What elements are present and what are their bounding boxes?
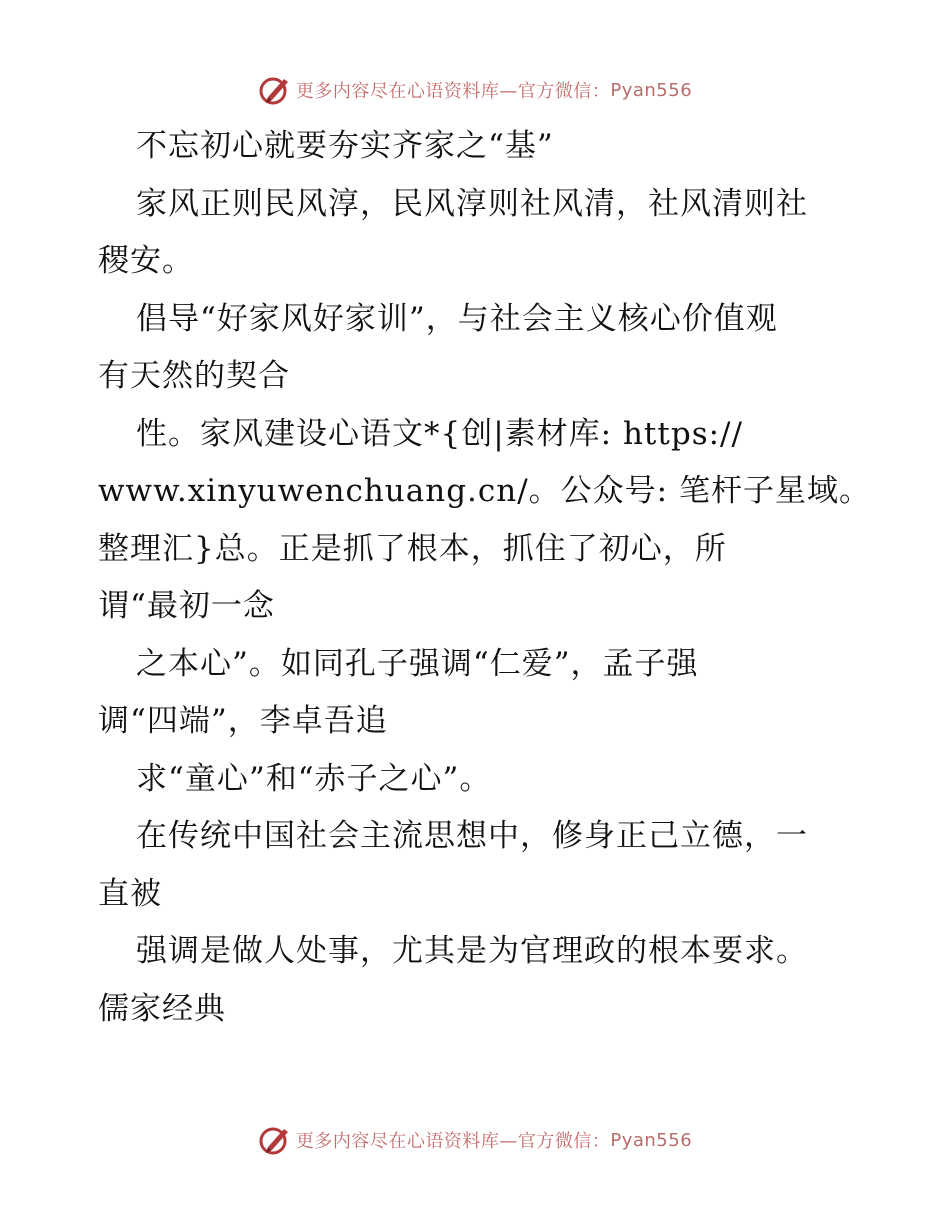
text-line: 直被 bbox=[98, 875, 162, 912]
text-line: www.xinyuwenchuang.cn/。公众号: 笔杆子星域。 bbox=[98, 473, 871, 509]
pen-logo-icon bbox=[258, 1123, 292, 1157]
banner-wechat-id: Pyan556 bbox=[610, 79, 693, 101]
text-line: 有天然的契合 bbox=[98, 358, 290, 394]
text-line: 强调是做人处事，尤其是为官理政的根本要求。 bbox=[136, 933, 808, 969]
heading-line: 不忘初心就要夯实齐家之“基” bbox=[136, 128, 554, 164]
text-line: 家风正则民风淳，民风淳则社风清，社风清则社 bbox=[136, 185, 808, 222]
text-line: 倡导“好家风好家训”，与社会主义核心价值观 bbox=[136, 300, 778, 337]
text-line: 稷安。 bbox=[98, 243, 194, 279]
text-line: 之本心”。如同孔子强调“仁爱”，孟子强 bbox=[136, 645, 699, 682]
text-line: 在传统中国社会主流思想中，修身正己立德，一 bbox=[136, 818, 808, 854]
header-banner bbox=[0, 70, 950, 110]
text-line: 整理汇}总。正是抓了根本，抓住了初心，所 bbox=[98, 530, 727, 567]
text-line: 调“四端”，李卓吾追 bbox=[98, 703, 388, 739]
text-line: 谓“最初一念 bbox=[98, 588, 275, 624]
text-line: 求“童心”和“赤子之心”。 bbox=[136, 760, 492, 797]
banner-text: 更多内容尽在心语资料库—官方微信： bbox=[295, 81, 611, 102]
footer-banner bbox=[0, 1120, 950, 1160]
text-line: 性。家风建设心语文*{创|素材库: https:// bbox=[136, 415, 743, 452]
text-line: 儒家经典 bbox=[98, 990, 226, 1027]
banner-wechat-id: Pyan556 bbox=[610, 1129, 693, 1151]
pen-logo-icon bbox=[258, 73, 292, 107]
banner-text: 更多内容尽在心语资料库—官方微信： bbox=[295, 1131, 611, 1152]
document-body bbox=[98, 118, 871, 1038]
